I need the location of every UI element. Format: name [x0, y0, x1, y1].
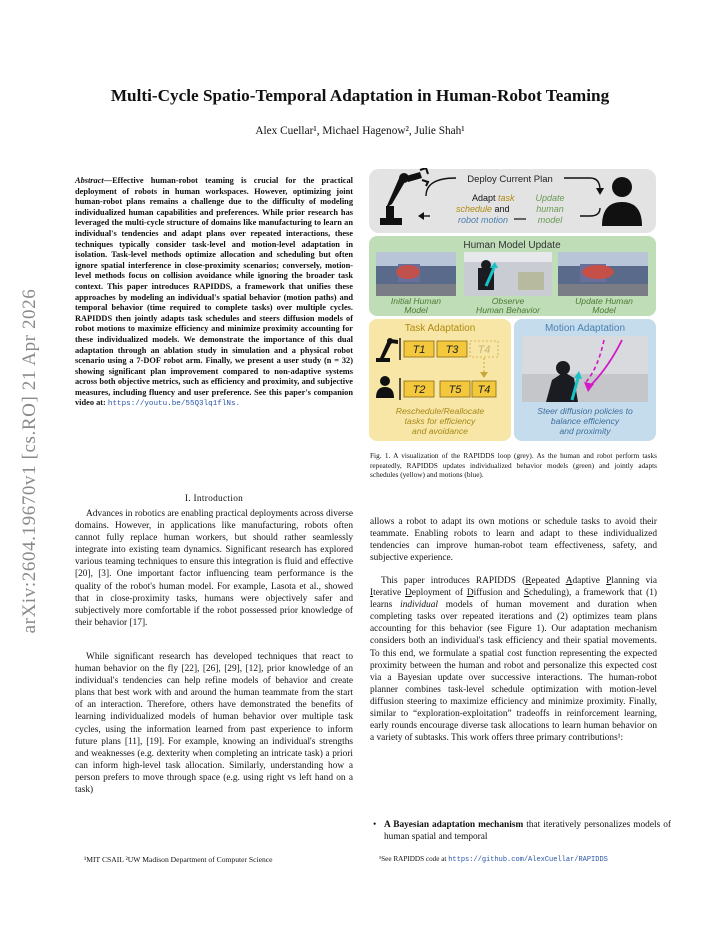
- contribution-bullet: • A Bayesian adaptation mechanism that iteratively personalizes models of human spatial and temporal: [373, 820, 671, 843]
- svg-text:T4: T4: [477, 344, 491, 356]
- svg-text:Adapt task: Adapt task: [472, 193, 515, 203]
- intro-left-paragraph-1: Advances in robotics are enabling practical deployments across diverse domains. However, in applications like manufacturing, robots often cannot fully replace human workers, but should rather seamlessly integrate into existing team dynamics. Significant research has explored various teaming techniques to ensure this integration is fluid and effective [20], [3]. One important factor influencing team performance is the quality of the robot's human model. For example, Lasota et al., showed that in close-proximity tasks, humans were objectively safer and subjectively more comfortable if the robot possessed prior knowledge of their behavior [17].: [75, 509, 353, 628]
- intro-right-paragraph-2: This paper introduces RAPIDDS (Repeated Adaptive Planning via Iterative Deployment of Diffusion and Scheduling), a framework that (1) learns individual models of human movement and duration when completing tasks over repeated iterations and (2) optimizes team plans accounting for this behavior (see Figure 1). Our adaptation mechanism considers both an individual's task efficiency and their spatial movements. To this end, we formulate a spatial cost function representing the expected proximity between the human and robot and personalize this expected cost via a Bayesian update over successive interactions. The human-robot planner combines task-level schedule optimization with motion-level diffusion steering to maximize efficiency and minimize proximity. Finally, similar to “exploration-exploitation” tradeoffs in reinforcement learning, early rounds encourage diverse task allocations to learn human behavior on a variety of subtasks. This work offers three primary contributions¹:: [370, 576, 658, 744]
- svg-text:Initial Human: Initial Human: [390, 296, 442, 306]
- svg-text:schedule and: schedule and: [456, 204, 510, 214]
- human-task-queue: [404, 381, 496, 397]
- svg-text:and avoidance: and avoidance: [412, 426, 468, 436]
- task-adaptation-title: Task Adaptation: [404, 323, 476, 334]
- svg-text:T3: T3: [445, 344, 459, 356]
- arxiv-stamp: arXiv:2604.19670v1 [cs.RO] 21 Apr 2026: [19, 288, 40, 634]
- svg-text:T4: T4: [477, 384, 491, 396]
- update-model-image: [558, 252, 648, 296]
- svg-text:Update Human: Update Human: [575, 296, 633, 306]
- footnote-code: ¹See RAPIDDS code at https://github.com/AlexCuellar/RAPIDDS: [379, 855, 608, 864]
- svg-text:model: model: [537, 215, 563, 225]
- video-link[interactable]: https://youtu.be/55Q3lq1flNs.: [107, 400, 241, 409]
- svg-text:Model: Model: [404, 305, 428, 315]
- abstract-text: Effective human-robot teaming is crucial for the practical deployment of robots in human workspaces. However, optimizing joint human-robot plans remains a challenge due to the difficulty of modeling individualized human capabilities and preferences. While prior research has leveraged the multi-cycle structure of domains like manufacturing to learn an individual's tendencies and adapt plans over repeated interactions, these techniques typically consider task-level and motion-level adaptation in isolation. Task-level methods optimize allocation and scheduling but often ignore spatial interference in close-proximity scenarios; conversely, motion-level methods focus on collision avoidance while ignoring the broader task context. This paper introduces RAPIDDS, a framework that unifies these approaches by modeling an individual's spatial behavior (motion paths) and temporal behavior (time required to complete tasks) over multiple cycles. RAPIDDS then jointly adapts task schedules and steers diffusion models of robot motions to maximize efficiency and minimize proximity accounting for these individualized models. We demonstrate the importance of this dual adaptation through an ablation study in simulation and a physical robot scenario using a 7-DOF robot arm. Finally, we present a user study (n = 32) showing significant plan improvement compared to non-adaptive systems across both objective metrics, such as efficiency and proximity, and subjective measures, including fluency and user preference. See this paper's companion video at:: [75, 176, 353, 408]
- motion-image: [522, 336, 648, 402]
- svg-text:robot motion: robot motion: [458, 215, 509, 225]
- svg-text:and proximity: and proximity: [559, 426, 611, 436]
- svg-text:Update: Update: [535, 193, 565, 203]
- svg-text:Observe: Observe: [491, 296, 525, 306]
- svg-text:Human Behavior: Human Behavior: [475, 305, 541, 315]
- section-heading: I. Introduction: [184, 494, 244, 504]
- code-link[interactable]: https://github.com/AlexCuellar/RAPIDDS: [448, 856, 608, 864]
- svg-text:T5: T5: [448, 384, 462, 396]
- intro-left-paragraph-2: While significant research has developed techniques that react to human behavior on the fly [22], [26], [29], [12], prior knowledge of an individual's tendencies can help refine models of behavior and create plans that best work with and around the human teammate from the start of an interaction. Therefore, others have demonstrated the benefits of learning individualized models of human behavior over multiple task cycles, using the information learned from past experience to inform future plans [11], [19]. For example, knowing an individual's strengths and weaknesses (e.g. dexterity when completing an intricate task) a priori can inform high-level task allocation. Similarly, understanding how a person prefers to move through space (e.g. using right vs left hand on a task): [75, 652, 353, 796]
- svg-text:Reschedule/Reallocate: Reschedule/Reallocate: [395, 406, 485, 416]
- svg-text:tasks for efficiency: tasks for efficiency: [404, 416, 476, 426]
- svg-text:Model: Model: [592, 305, 616, 315]
- observe-behavior-image: [464, 252, 552, 296]
- intro-right-paragraph-1: allows a robot to adapt its own motions or schedule tasks to avoid their teammate. Enabling robots to learn and adapt to these individualized tendencies can improve human-robot team effectiveness, safety, and subjective experience.: [370, 517, 657, 564]
- paper-title: Multi-Cycle Spatio-Temporal Adaptation in Human-Robot Teaming: [110, 86, 610, 105]
- svg-text:Steer diffusion policies to: Steer diffusion policies to: [537, 406, 633, 416]
- deploy-label: Deploy Current Plan: [467, 174, 553, 185]
- author-list: Alex Cuellar¹, Michael Hagenow², Julie Shah¹: [255, 125, 465, 137]
- initial-model-image: [376, 252, 456, 296]
- figure-1: [368, 168, 657, 444]
- footnote-affiliations: ¹MIT CSAIL ²UW Madison Department of Computer Science: [84, 855, 273, 864]
- svg-text:balance efficiency: balance efficiency: [550, 416, 620, 426]
- motion-adaptation-title: Motion Adaptation: [544, 323, 626, 334]
- robot-task-queue: [404, 341, 498, 357]
- human-model-update-title: Human Model Update: [463, 240, 561, 251]
- svg-text:human: human: [536, 204, 564, 214]
- svg-text:T2: T2: [412, 384, 426, 396]
- svg-text:T1: T1: [412, 344, 426, 356]
- abstract-label: Abstract—: [75, 176, 113, 185]
- abstract: [75, 176, 353, 410]
- figure-caption: Fig. 1. A visualization of the RAPIDDS loop (grey). As the human and robot perform tasks repeatedly, RAPIDDS updates individualized behavior models (green) and jointly adapts schedules (yellow) and motions (blue).: [370, 451, 657, 480]
